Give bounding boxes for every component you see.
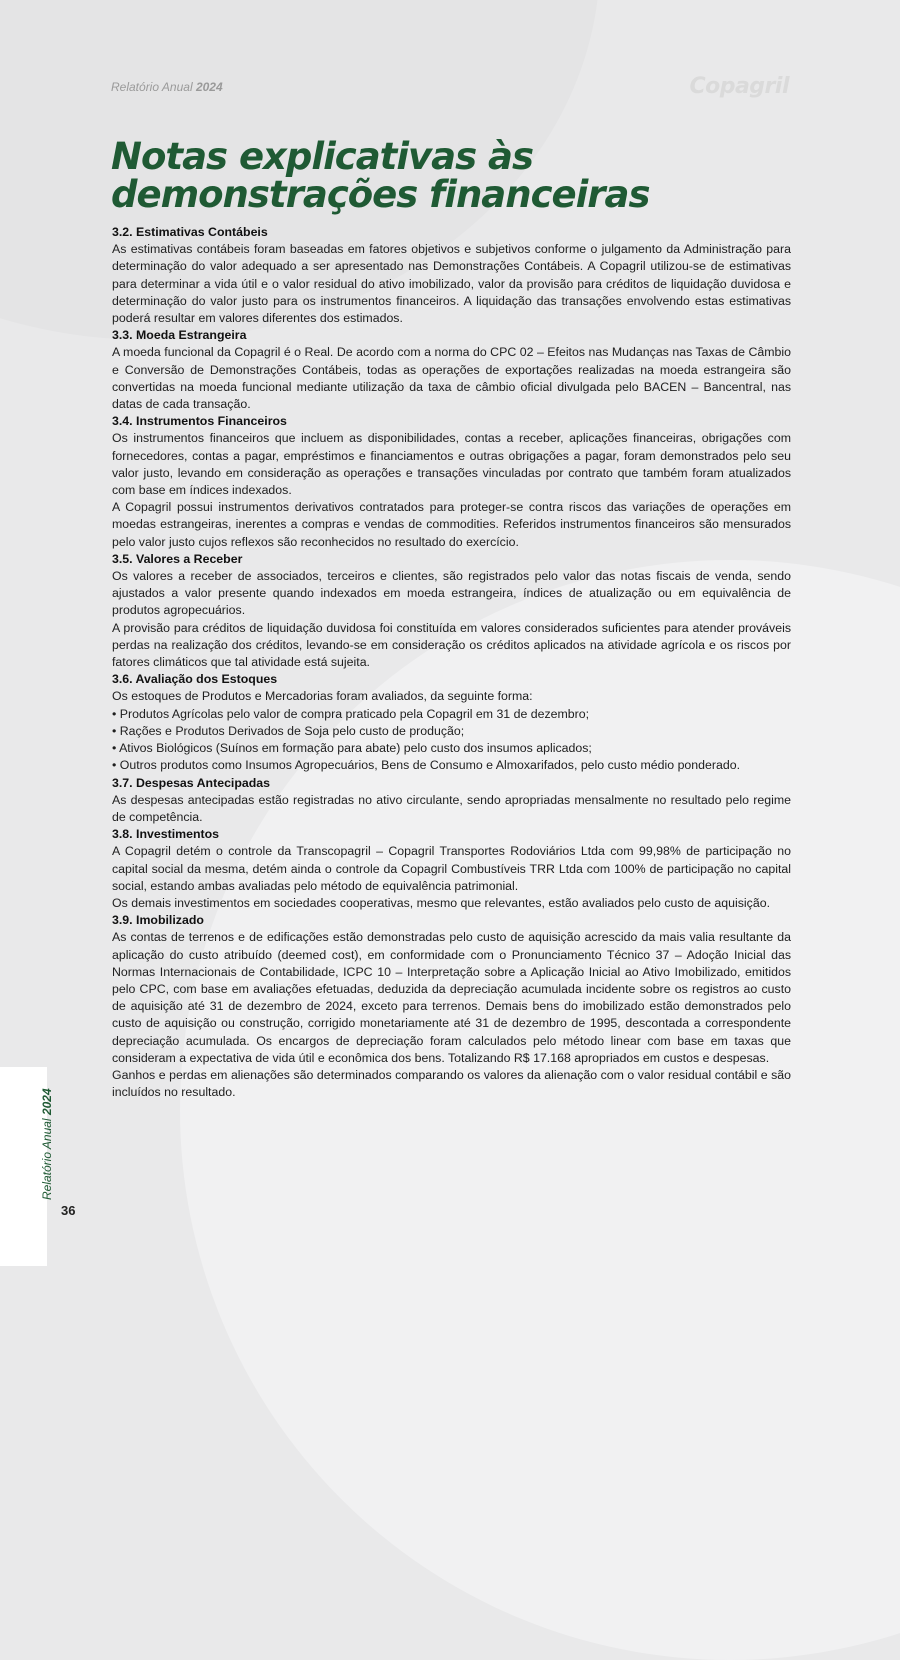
section-3-6-bullet-1: • Produtos Agrícolas pelo valor de compra praticado pela Copagril em 31 de dezembro; bbox=[112, 706, 590, 721]
section-3-4-paragraph-2: A Copagril possui instrumentos derivativos contratados para proteger-se contra riscos das variações de operações em moedas estrangeiras, inerentes a compras e vendas de commodities. Referidos instrumentos financeiros são mensurados pelo valor justo cujos reflexos são reconhecidos no resultado do exercício. bbox=[112, 500, 791, 549]
section-3-6-bullet-3: • Ativos Biológicos (Suínos em formação para abate) pelo custo dos insumos aplicados; bbox=[112, 741, 592, 756]
section-3-6-bullet-4: • Outros produtos como Insumos Agropecuários, Bens de Consumo e Almoxarifados, pelo custo médio ponderado. bbox=[112, 758, 741, 773]
footer-side-year: 2024 bbox=[40, 1088, 54, 1116]
section-3-8-paragraph-2: Os demais investimentos em sociedades cooperativas, mesmo que relevantes, estão avaliados pelo custo de aquisição. bbox=[112, 895, 771, 910]
section-heading-3-2: 3.2. Estimativas Contábeis bbox=[112, 225, 268, 239]
section-3-5-paragraph-2: A provisão para créditos de liquidação duvidosa foi constituída em valores considerados suficientes para atender prováveis perdas na realização dos créditos, levando-se em consideração os créditos aplicados na atividade agrícola e os riscos por fatores climáticos que tal atividade está sujeita. bbox=[112, 620, 791, 670]
header-report-text: Relatório Anual bbox=[111, 80, 193, 94]
section-3-9-paragraph-1: As contas de terrenos e de edificações estão demonstradas pelo custo de aquisição acrescido da mais valia resultante da aplicação do custo atribuído (deemed cost), em conformidade com o Pronunciamento Técnico 37 – Adoção Inicial das Normas Internacionais de Contabilidade, ICPC 10 – Interpretação sobre a Aplicação Inicial ao Ativo Imobilizado, emitidos pelo CPC, com base em avaliações efetuadas, deduzida da depreciação acumulada incidente sobre os registros ao custo de aquisição até 31 de dezembro de 2024, exceto para terrenos. Demais bens do imobilizado estão demonstrados pelo custo de aquisição ou construção, corrigido monetariamente até 31 de dezembro de 1995, descontada a correspondente depreciação acumulada. Os encargos de depreciação foram calculados pelo método linear com base em taxas que consideram a expectativa de vida útil e econômica dos bens. Totalizando R$ 17.168 apropriados em custos e despesas. bbox=[112, 930, 791, 1065]
section-3-3-paragraph: A moeda funcional da Copagril é o Real. De acordo com a norma do CPC 02 – Efeitos nas Mudanças nas Taxas de Câmbio e Conversão de Demonstrações Contábeis, todas as operações de exportações realizadas na moeda estrangeira são convertidas na moeda funcional mediante utilização da taxa de câmbio oficial divulgada pelo BACEN – Bancentral, nas datas de cada transação. bbox=[112, 345, 791, 412]
section-3-6-bullet-2: • Rações e Produtos Derivados de Soja pelo custo de produção; bbox=[112, 723, 465, 738]
page-number: 36 bbox=[61, 1203, 76, 1218]
section-3-7-paragraph: As despesas antecipadas estão registradas no ativo circulante, sendo apropriadas mensalmente no resultado pelo regime de competência. bbox=[112, 792, 791, 824]
section-heading-3-5: 3.5. Valores a Receber bbox=[112, 551, 243, 566]
notes-content bbox=[112, 224, 791, 1101]
section-heading-3-9: 3.9. Imobilizado bbox=[112, 913, 204, 928]
section-heading-3-7: 3.7. Despesas Antecipadas bbox=[112, 775, 271, 790]
header-report-year: 2024 bbox=[195, 80, 223, 94]
page-title: Notas explicativas às demonstrações financeiras bbox=[111, 135, 650, 216]
section-3-6-paragraph: Os estoques de Produtos e Mercadorias foram avaliados, da seguinte forma: bbox=[112, 689, 533, 704]
section-heading-3-4: 3.4. Instrumentos Financeiros bbox=[112, 414, 287, 429]
section-heading-3-8: 3.8. Investimentos bbox=[112, 827, 220, 842]
footer-side-text: Relatório Anual bbox=[40, 1118, 54, 1200]
section-3-8-paragraph-1: A Copagril detém o controle da Transcopagril – Copagril Transportes Rodoviários Ltda com 99,98% de participação no capital social da mesma, detém ainda o controle da Copagril Combustíveis TRR Ltda com 100% de participação no capital social, estando ambas avaliadas pelo método de equivalência patrimonial. bbox=[112, 844, 791, 893]
section-heading-3-6: 3.6. Avaliação dos Estoques bbox=[112, 672, 278, 687]
footer-side-label bbox=[40, 1088, 54, 1200]
section-heading-3-3: 3.3. Moeda Estrangeira bbox=[112, 328, 247, 343]
section-3-4-paragraph-1: Os instrumentos financeiros que incluem as disponibilidades, contas a receber, aplicações financeiras, obrigações com fornecedores, contas a pagar, empréstimos e financiamentos e outras obrigações a pagar, foram demonstrados pelo seu valor justo, levando em consideração as operações e transações vinculadas por contrato que também foram atualizados com base em índices indexados. bbox=[112, 431, 791, 498]
section-3-9-paragraph-2: Ganhos e perdas em alienações são determinados comparando os valores da alienação com o valor residual contábil e são incluídos no resultado. bbox=[112, 1067, 791, 1100]
copagril-logo: Copagril bbox=[689, 74, 789, 99]
section-3-2-paragraph: As estimativas contábeis foram baseadas em fatores objetivos e subjetivos conforme o julgamento da Administração para determinação do valor adequado a ser apresentado nas Demonstrações Contábeis. A Copagril utilizou-se de estimativas para determinar a vida útil e o valor residual do ativo imobilizado, valor da provisão para créditos de liquidação duvidosa e determinação do valor justo para os instrumentos financeiros. A liquidação das transações envolvendo estas estimativas poderá resultar em valores diferentes dos estimados. bbox=[112, 242, 791, 326]
section-3-5-paragraph-1: Os valores a receber de associados, terceiros e clientes, são registrados pelo valor das notas fiscais de venda, sendo ajustados a valor presente quando indexados em moeda estrangeira, índices de atualização ou em equivalência de produtos agropecuários. bbox=[112, 569, 791, 618]
header-report-label bbox=[111, 80, 223, 94]
